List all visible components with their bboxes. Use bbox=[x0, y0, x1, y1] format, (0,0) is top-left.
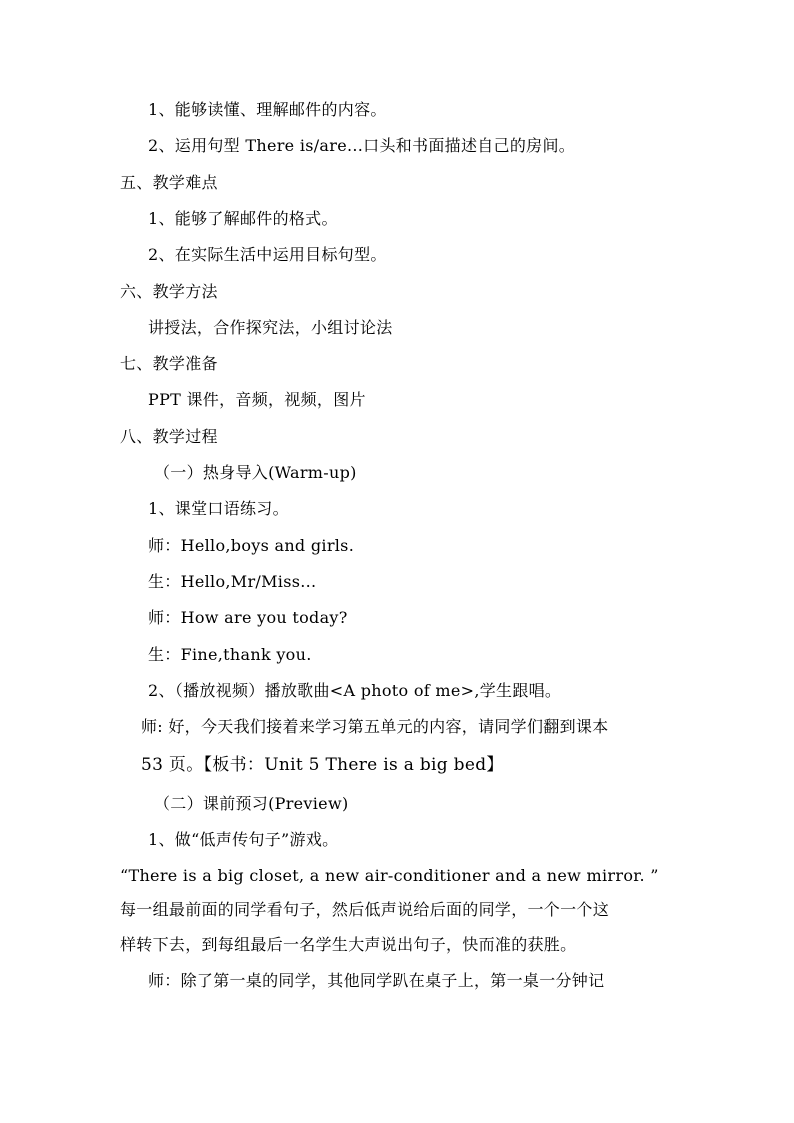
subsection-heading-warmup: （一）热身导入(Warm-up) bbox=[154, 463, 357, 482]
dialogue-line-teacher-1: 师：Hello,boys and girls. bbox=[148, 536, 355, 555]
difficulty-item-1: 1、能够了解邮件的格式。 bbox=[148, 209, 338, 228]
section-heading-preparation: 七、教学准备 bbox=[120, 354, 218, 373]
section-heading-difficulties: 五、教学难点 bbox=[120, 173, 218, 192]
preview-step-1: 1、做“低声传句子”游戏。 bbox=[148, 830, 339, 849]
game-rules-line-2: 样转下去，到每组最后一名学生大声说出句子，快而准的获胜。 bbox=[120, 935, 577, 954]
dialogue-line-student-2: 生：Fine,thank you. bbox=[148, 645, 312, 664]
teacher-instruction-2: 师：除了第一桌的同学，其他同学趴在桌子上，第一桌一分钟记 bbox=[148, 971, 605, 990]
warmup-step-2: 2、（播放视频）播放歌曲<A photo of me>,学生跟唱。 bbox=[148, 681, 562, 700]
dialogue-line-teacher-2: 师：How are you today? bbox=[148, 608, 348, 627]
warmup-step-1: 1、课堂口语练习。 bbox=[148, 499, 289, 518]
section-heading-methods: 六、教学方法 bbox=[120, 282, 218, 301]
game-rules-line-1: 每一组最前面的同学看句子，然后低声说给后面的同学，一个一个这 bbox=[120, 900, 610, 919]
preparation-text: PPT 课件，音频，视频，图片 bbox=[148, 390, 366, 409]
objective-item-2: 2、运用句型 There is/are...口头和书面描述自己的房间。 bbox=[148, 136, 576, 155]
difficulty-item-2: 2、在实际生活中运用目标句型。 bbox=[148, 245, 387, 264]
objective-item-1: 1、能够读懂、理解邮件的内容。 bbox=[148, 100, 387, 119]
teacher-instruction: 师: 好，今天我们接着来学习第五单元的内容，请同学们翻到课本 bbox=[141, 717, 609, 736]
methods-text: 讲授法，合作探究法，小组讨论法 bbox=[148, 318, 393, 337]
blackboard-note: 53 页。【板书：Unit 5 There is a big bed】 bbox=[141, 755, 504, 775]
section-heading-process: 八、教学过程 bbox=[120, 427, 218, 446]
dialogue-line-student-1: 生：Hello,Mr/Miss... bbox=[148, 572, 317, 591]
subsection-heading-preview: （二）课前预习(Preview) bbox=[154, 794, 349, 813]
game-sentence: “There is a big closet, a new air-conditioner and a new mirror. ” bbox=[120, 866, 659, 885]
